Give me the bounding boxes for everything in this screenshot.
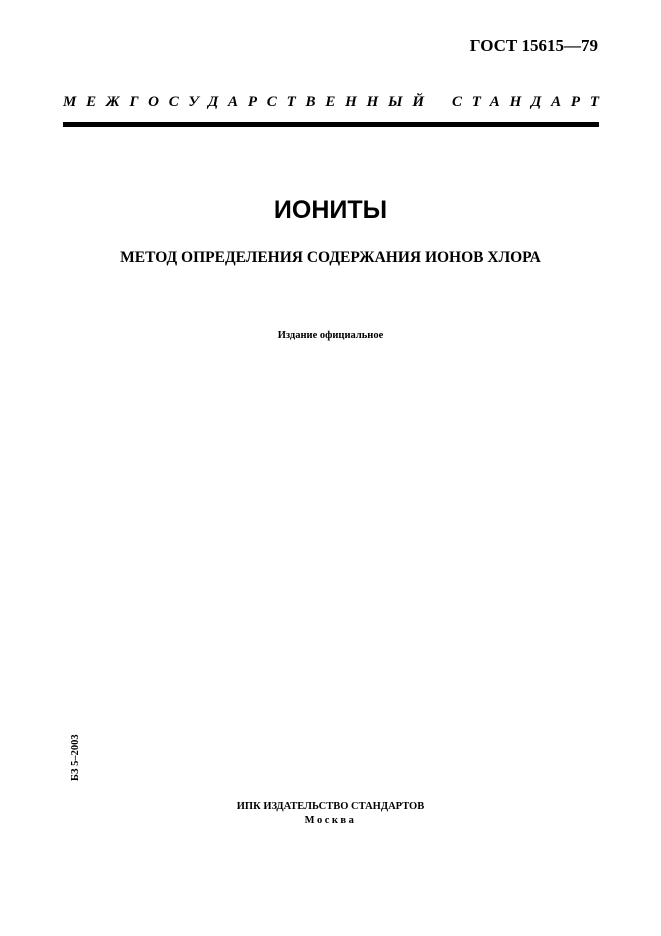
standard-type-word: СТАНДАРТ xyxy=(451,94,609,110)
publisher-name: ИПК ИЗДАТЕЛЬСТВО СТАНДАРТОВ xyxy=(236,801,425,812)
publisher-block xyxy=(0,800,661,828)
edition-note: Издание официальное xyxy=(277,330,384,341)
document-number: ГОСТ 15615—79 xyxy=(469,36,598,55)
document-title: ИОНИТЫ xyxy=(273,196,388,224)
publisher-city: Москва xyxy=(304,815,357,826)
standard-type-word: МЕЖГОСУДАРСТВЕННЫЙ xyxy=(63,94,434,110)
header-divider xyxy=(63,122,599,127)
standard-type-line xyxy=(63,94,609,111)
document-subtitle: МЕТОД ОПРЕДЕЛЕНИЯ СОДЕРЖАНИЯ ИОНОВ ХЛОРА xyxy=(120,249,541,266)
side-code: БЗ 5–2003 xyxy=(70,734,81,781)
